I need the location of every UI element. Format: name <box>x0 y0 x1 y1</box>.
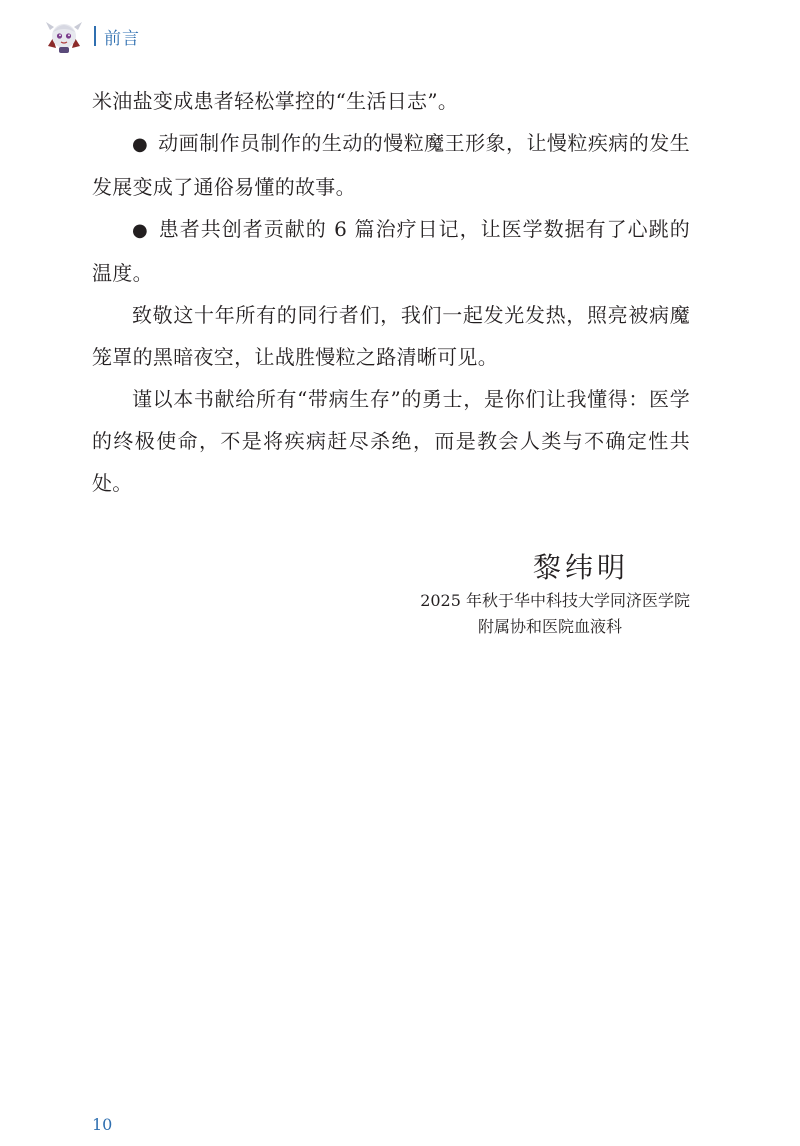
signature-place: 2025 年秋于华中科技大学同济医学院 <box>420 591 690 610</box>
bullet-icon: ● <box>132 134 149 155</box>
header-divider <box>94 26 96 46</box>
bullet-item <box>92 122 690 208</box>
page-number: 10 <box>92 1115 113 1134</box>
signature-block <box>420 548 690 640</box>
paragraph: 致敬这十年所有的同行者们，我们一起发光发热，照亮被病魔笼罩的黑暗夜空，让战胜慢粒之路清晰可见。 <box>92 303 690 369</box>
author-name: 黎纬明 <box>532 551 629 584</box>
page-header <box>44 16 140 56</box>
paragraph: 米油盐变成患者轻松掌控的“生活日志”。 <box>92 89 459 113</box>
paragraph: 谨以本书献给所有“带病生存”的勇士，是你们让我懂得：医学的终极使命，不是将疾病赶尽杀绝，而是教会人类与不确定性共处。 <box>92 387 690 495</box>
mascot-icon <box>44 16 84 56</box>
body-text <box>92 80 690 504</box>
bullet-icon: ● <box>132 220 149 241</box>
bullet-item <box>92 208 690 294</box>
bullet-text: 患者共创者贡献的 6 篇治疗日记，让医学数据有了心跳的温度。 <box>92 217 690 285</box>
signature-department: 附属协和医院血液科 <box>477 617 622 636</box>
section-title: 前言 <box>104 28 140 49</box>
bullet-text: 动画制作员制作的生动的慢粒魔王形象，让慢粒疾病的发生发展变成了通俗易懂的故事。 <box>92 131 690 199</box>
